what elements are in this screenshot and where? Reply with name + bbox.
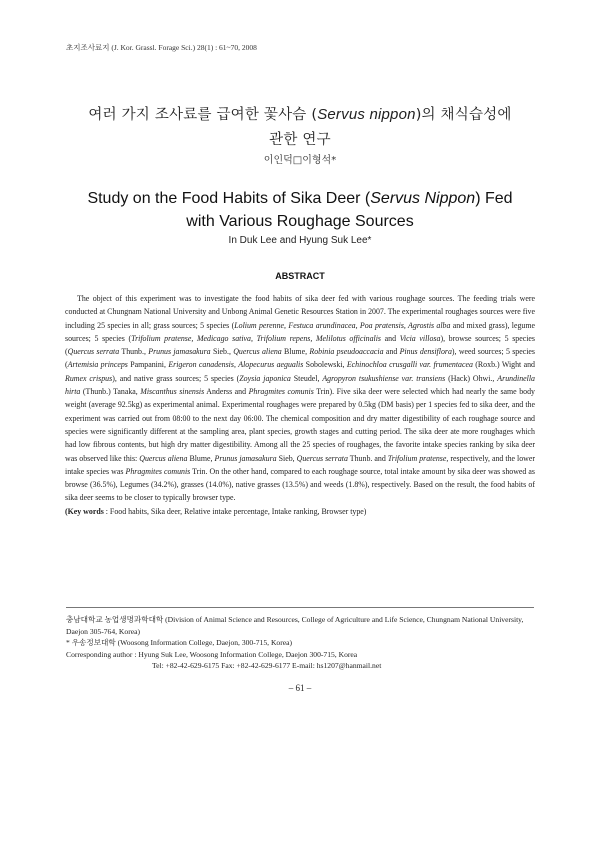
abstract-text: (Roxb.) Wight and bbox=[472, 360, 535, 370]
corresponding-author: Corresponding author : Hyung Suk Lee, Woosong Information College, Daejon 300-715, Korea bbox=[66, 649, 358, 659]
abstract-paragraph bbox=[65, 292, 535, 505]
abstract-text: ), weed sources; 5 species ( bbox=[65, 347, 536, 370]
abstract-text: , bbox=[233, 360, 239, 370]
abstract-text: The object of this experiment was to investigate the food habits of sika deer fed with various roughage sources. The feeding trials were conducted at Chungnam National University and Unbong Animal Genetic Resources Station in 2007. The experimental roughages sources were five including 25 species in all; grass sources; 5 species ( bbox=[65, 294, 535, 330]
abstract-text: (Hack) Ohwi., bbox=[445, 373, 498, 383]
english-title-line2: with Various Roughage Sources bbox=[186, 213, 414, 230]
running-head: 초지조사료지 (J. Kor. Grassl. Forage Sci.) 28(1) : 61~70, 2008 bbox=[66, 43, 257, 52]
abstract-body bbox=[65, 292, 535, 518]
korean-title-part2: )의 채식습성에 bbox=[415, 107, 512, 123]
abstract-text: Thunb. and bbox=[347, 453, 388, 463]
species-name: Quercus aliena bbox=[233, 347, 282, 357]
species-name: Quercus serrata bbox=[67, 347, 120, 357]
abstract-text: Steudel, bbox=[290, 373, 323, 383]
korean-title-line2: 관한 연구 bbox=[269, 132, 331, 148]
page-number: – 61 – bbox=[288, 683, 312, 693]
species-name: Quercus aliena bbox=[139, 453, 188, 463]
english-title bbox=[40, 187, 560, 233]
keywords-label: (Key words bbox=[65, 506, 104, 516]
species-name: Echinochloa crusgalli var. frumentacea bbox=[346, 360, 473, 370]
english-title-scientific-name: Servus Nippon bbox=[370, 190, 476, 207]
species-name: Erigeron canadensis bbox=[168, 360, 234, 370]
species-name: Phragmites comunis bbox=[125, 466, 191, 476]
species-name: Trifolium pratense, Medicago sativa, Trifolium repens, Melilotus officinalis bbox=[131, 333, 381, 343]
contact-details: Tel: +82-42-629-6175 Fax: +82-42-629-6177 E-mail: hs1207@hanmail.net bbox=[152, 661, 382, 671]
species-name: Artemisia princeps bbox=[67, 360, 128, 370]
korean-title-part1: 여러 가지 조사료를 급여한 꽃사슴 ( bbox=[88, 107, 318, 123]
keywords-text: : Food habits, Sika deer, Relative intake percentage, Intake ranking, Browser type) bbox=[103, 506, 367, 516]
korean-title-scientific-name: Servus nippon bbox=[317, 106, 416, 123]
affiliation-1: 충남대학교 농업생명과학대학 (Division of Animal Science and Resources, College of Agriculture and Life Science, Chungnam National University, Daejon 305-764, Korea) bbox=[66, 615, 524, 636]
footnote-divider bbox=[66, 607, 534, 608]
species-name: Zoysia japonica bbox=[239, 373, 291, 383]
species-name: Miscanthus sinensis bbox=[140, 387, 205, 397]
species-name: Pinus densiflora bbox=[399, 347, 452, 357]
abstract-text: and mixed grass), legume sources; 5 species ( bbox=[65, 320, 535, 343]
keywords bbox=[65, 505, 535, 518]
species-name: Phragmites comunis bbox=[248, 387, 314, 397]
species-name: Trifolium pratense bbox=[387, 453, 447, 463]
english-title-part1: Study on the Food Habits of Sika Deer ( bbox=[87, 190, 371, 207]
abstract-text: Anderss and bbox=[204, 387, 249, 397]
species-name: Lolium perenne, Festuca arundinacea, Poa pratensis, Agrostis alba bbox=[234, 320, 451, 330]
abstract-text: Sieb., bbox=[210, 347, 234, 357]
abstract-text: ), and native grass sources; 5 species ( bbox=[112, 373, 240, 383]
abstract-text: ), browse sources; 5 species ( bbox=[65, 333, 535, 357]
species-name: Vicia villosa bbox=[399, 333, 441, 343]
abstract-text: Sobolewski, bbox=[303, 360, 347, 370]
species-name: Arundinella hirta bbox=[65, 373, 535, 397]
abstract-text: , respectively, and the lower intake species was bbox=[65, 453, 536, 476]
species-name: Agropyron tsukushiense var. transiens bbox=[322, 373, 446, 383]
species-name: Alopecurus aegualis bbox=[238, 360, 304, 370]
species-name: Prunus jamasakura bbox=[214, 453, 277, 463]
abstract-text: Blume, bbox=[281, 347, 310, 357]
english-authors: In Duk Lee and Hyung Suk Lee* bbox=[228, 235, 372, 246]
abstract-text: and bbox=[383, 347, 400, 357]
abstract-text: Thunb., bbox=[119, 347, 149, 357]
abstract-text: and bbox=[381, 333, 400, 343]
korean-authors: 이인덕□이형석* bbox=[263, 155, 337, 166]
species-name: Robinia pseudoaccacia bbox=[309, 347, 384, 357]
species-name: Quercus serrata bbox=[296, 453, 348, 463]
affiliation-2: * 우송정보대학 (Woosong Information College, Daejon, 300-715, Korea) bbox=[66, 638, 293, 648]
species-name: Rumex crispus bbox=[65, 373, 113, 383]
abstract-text: Trin. On the other hand, compared to each roughage source, total intake amount by sika deer was showed as browse (36.5%), Legumes (34.2%), grasses (14.0%), native grasses (13.5%) and weeds (1.8%), respectively. Based on the result, the food habits of sika deer seems to be closer to typically browser type. bbox=[65, 466, 536, 503]
footnotes bbox=[66, 614, 536, 672]
abstract-text: Trin). Five sika deer were selected which had nearly the same body weight (average 92.5kg) as experimental animal. Experimental roughages were prepared by 0.5kg (DM basis) per 1 species fed to sika deer, and the experiment was carried out from 08:00 to the next day 06:00. The chemical composition and dry matter digestibility of each roughage source and species were significantly different at the sampling area, plant species, growth stages and cutting period. The sika deer ate more roughages which had low fibrous contents, but high dry matter digestibility. Among all the 25 species of roughages, the favorite intake species ranking by sika deer was observed like this: bbox=[65, 387, 535, 463]
english-title-part2: ) Fed bbox=[475, 190, 513, 207]
abstract-text: Pampanini, bbox=[127, 360, 169, 370]
abstract-heading: ABSTRACT bbox=[275, 271, 325, 281]
species-name: Prunus jamasakura bbox=[148, 347, 211, 357]
abstract-text: Sieb, bbox=[276, 453, 297, 463]
abstract-text: Blume, bbox=[187, 453, 215, 463]
abstract-text: (Thunb.) Tanaka, bbox=[80, 387, 141, 397]
korean-title bbox=[40, 102, 560, 153]
